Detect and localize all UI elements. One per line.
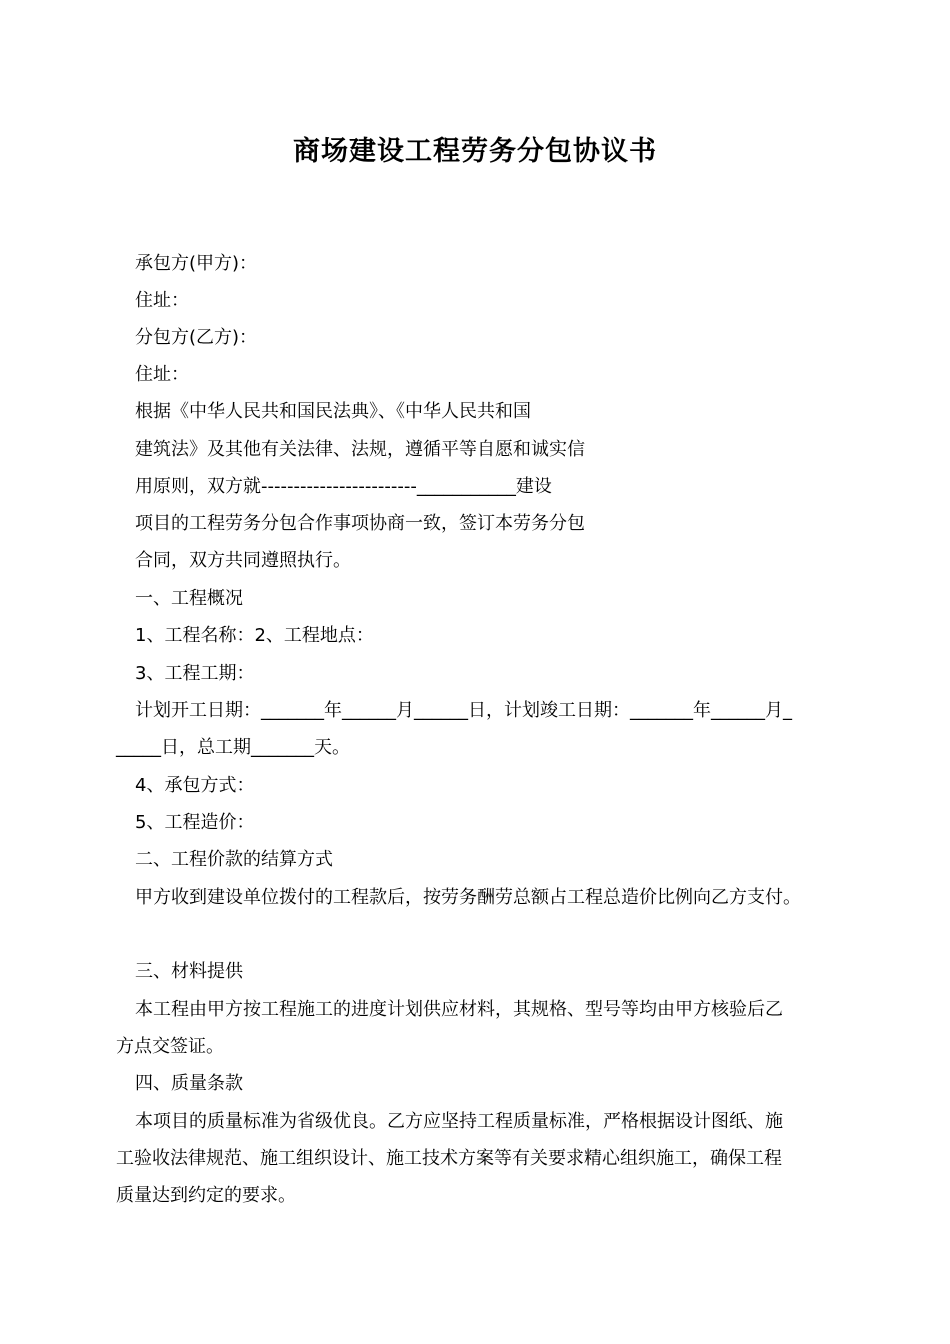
planned-dates-line-2: _____日，总工期_______天。 — [116, 737, 350, 758]
preamble-line-4: 项目的工程劳务分包合作事项协商一致，签订本劳务分包 — [135, 513, 585, 534]
project-cost: 5、工程造价： — [135, 812, 255, 833]
section-1-heading: 一、工程概况 — [135, 588, 243, 609]
section-4-text-3: 质量达到约定的要求。 — [116, 1185, 296, 1206]
contract-method: 4、承包方式： — [135, 775, 255, 796]
planned-dates-line-1: 计划开工日期：_______年______月______日，计划竣工日期：_______年______月_ — [135, 700, 792, 721]
preamble-line-5: 合同，双方共同遵照执行。 — [135, 550, 351, 571]
section-4-text-2: 工验收法律规范、施工组织设计、施工技术方案等有关要求精心组织施工，确保工程 — [116, 1148, 782, 1169]
preamble-line-3: 用原则，双方就------------------------___________建设 — [135, 476, 552, 497]
project-name-location: 1、工程名称：2、工程地点： — [135, 625, 374, 646]
party-a-address: 住址： — [135, 290, 189, 311]
party-b-label: 分包方(乙方)： — [135, 327, 258, 348]
section-3-text-2: 方点交签证。 — [116, 1036, 224, 1057]
section-3-heading: 三、材料提供 — [135, 961, 243, 982]
project-duration: 3、工程工期： — [135, 663, 255, 684]
document-title: 商场建设工程劳务分包协议书 — [293, 136, 657, 167]
preamble-line-2: 建筑法》及其他有关法律、法规，遵循平等自愿和诚实信 — [135, 439, 585, 460]
section-4-heading: 四、质量条款 — [135, 1073, 243, 1094]
section-2-text: 甲方收到建设单位拨付的工程款后，按劳务酬劳总额占工程总造价比例向乙方支付。 — [135, 887, 801, 908]
party-a-label: 承包方(甲方)： — [135, 253, 258, 274]
party-b-address: 住址： — [135, 364, 189, 385]
section-3-text-1: 本工程由甲方按工程施工的进度计划供应材料，其规格、型号等均由甲方核验后乙 — [135, 999, 783, 1020]
preamble-line-1: 根据《中华人民共和国民法典》、《中华人民共和国 — [135, 401, 531, 422]
section-4-text-1: 本项目的质量标准为省级优良。乙方应坚持工程质量标准，严格根据设计图纸、施 — [135, 1111, 783, 1132]
section-2-heading: 二、工程价款的结算方式 — [135, 849, 333, 870]
